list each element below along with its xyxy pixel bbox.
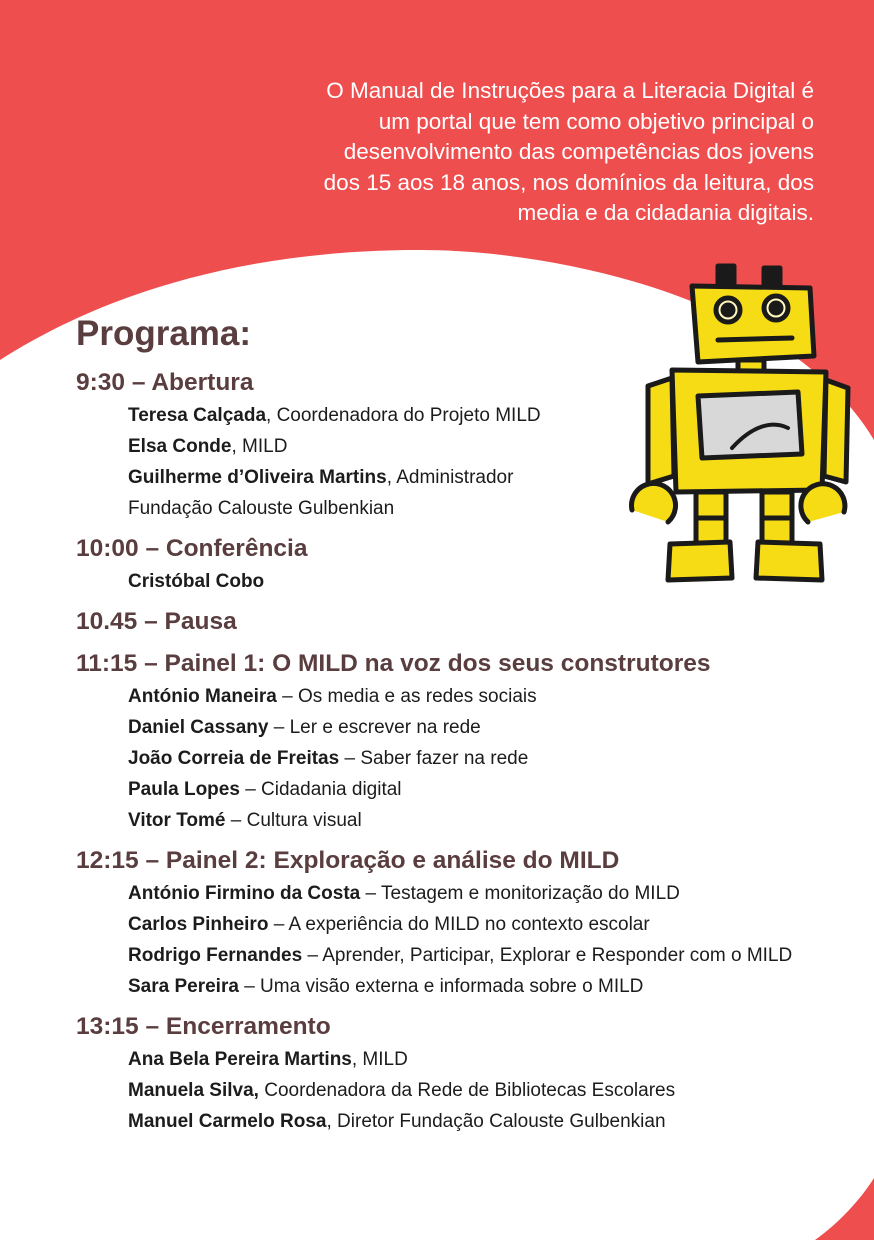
- intro-line: um portal que tem como objetivo principal o: [378, 108, 814, 134]
- speaker-detail: , Coordenadora do Projeto MILD: [266, 405, 541, 426]
- speaker-line: [76, 712, 856, 743]
- speaker-line: [76, 774, 856, 805]
- speaker-line: [76, 940, 856, 971]
- intro-line: desenvolvimento das competências dos jovens: [343, 139, 814, 164]
- speaker-name: Guilherme d’Oliveira Martins: [128, 467, 387, 488]
- speaker-name: João Correia de Freitas: [128, 748, 340, 769]
- speaker-detail: , MILD: [351, 1049, 408, 1070]
- speaker-line: [76, 1044, 856, 1075]
- speaker-detail: – Testagem e monitorização do MILD: [360, 883, 680, 904]
- speaker-name: Elsa Conde: [128, 436, 232, 457]
- program-section: [76, 312, 856, 1145]
- speaker-line: [76, 909, 856, 940]
- speaker-line: [76, 431, 856, 462]
- speaker-detail: , Administrador: [386, 467, 514, 488]
- speaker-name: Manuel Carmelo Rosa: [128, 1111, 327, 1132]
- speaker-detail: , Diretor Fundação Calouste Gulbenkian: [326, 1111, 666, 1132]
- session-heading: 11:15 – Painel 1: O MILD na voz dos seus construtores: [76, 650, 711, 677]
- session-heading: 13:15 – Encerramento: [76, 1013, 331, 1040]
- speaker-detail: , MILD: [231, 436, 288, 457]
- speaker-name: Rodrigo Fernandes: [128, 945, 303, 966]
- speaker-line: [76, 805, 856, 836]
- speaker-line: [76, 1106, 856, 1137]
- speaker-name: Sara Pereira: [128, 976, 239, 997]
- speaker-name: Cristóbal Cobo: [128, 571, 265, 592]
- speaker-detail: – Cultura visual: [225, 810, 362, 831]
- session-heading: 10.45 – Pausa: [76, 608, 237, 635]
- intro-line: dos 15 aos 18 anos, nos domínios da leitura, dos: [323, 169, 814, 195]
- speaker-name: Daniel Cassany: [128, 717, 269, 738]
- intro-line: O Manual de Instruções para a Literacia Digital é: [326, 78, 814, 103]
- speaker-detail: – Cidadania digital: [239, 779, 402, 800]
- session-heading: 12:15 – Painel 2: Exploração e análise do MILD: [76, 847, 620, 874]
- speaker-name: Ana Bela Pereira Martins: [128, 1049, 352, 1070]
- speaker-name: Carlos Pinheiro: [128, 914, 269, 935]
- intro-line: media e da cidadania digitais.: [517, 200, 814, 225]
- program-session: [76, 647, 856, 836]
- speaker-line: [76, 566, 856, 597]
- speaker-name: António Maneira: [128, 686, 277, 707]
- session-heading: 10:00 – Conferência: [76, 535, 308, 562]
- speaker-line: [76, 493, 856, 524]
- session-heading: 9:30 – Abertura: [76, 369, 254, 396]
- program-session: [76, 532, 856, 597]
- speaker-line: [76, 681, 856, 712]
- program-title: Programa:: [76, 314, 252, 353]
- speaker-name: Paula Lopes: [128, 779, 240, 800]
- speaker-detail: Fundação Calouste Gulbenkian: [128, 498, 395, 519]
- speaker-line: [76, 878, 856, 909]
- speaker-name: Teresa Calçada: [128, 405, 267, 426]
- speaker-line: [76, 971, 856, 1002]
- speaker-name: Vitor Tomé: [128, 810, 226, 831]
- speaker-detail: – Uma visão externa e informada sobre o MILD: [238, 976, 644, 997]
- speaker-detail: – Saber fazer na rede: [339, 748, 529, 769]
- speaker-line: [76, 400, 856, 431]
- program-session: [76, 844, 856, 1002]
- speaker-line: [76, 743, 856, 774]
- speaker-line: [76, 1075, 856, 1106]
- speaker-detail: – Os media e as redes sociais: [276, 686, 537, 707]
- speaker-name: António Firmino da Costa: [128, 883, 361, 904]
- program-session: [76, 605, 856, 639]
- speaker-detail: – Ler e escrever na rede: [268, 717, 481, 738]
- program-sessions: [76, 366, 856, 1137]
- speaker-detail: – A experiência do MILD no contexto escolar: [268, 914, 650, 935]
- speaker-line: [76, 462, 856, 493]
- speaker-detail: – Aprender, Participar, Explorar e Responder com o MILD: [302, 945, 793, 966]
- program-session: [76, 1010, 856, 1137]
- speaker-name: Manuela Silva,: [128, 1080, 259, 1101]
- bottom-corner-shape: [815, 1178, 874, 1240]
- intro-paragraph: [214, 76, 814, 229]
- speaker-detail: Coordenadora da Rede de Bibliotecas Escolares: [258, 1080, 676, 1101]
- program-session: [76, 366, 856, 524]
